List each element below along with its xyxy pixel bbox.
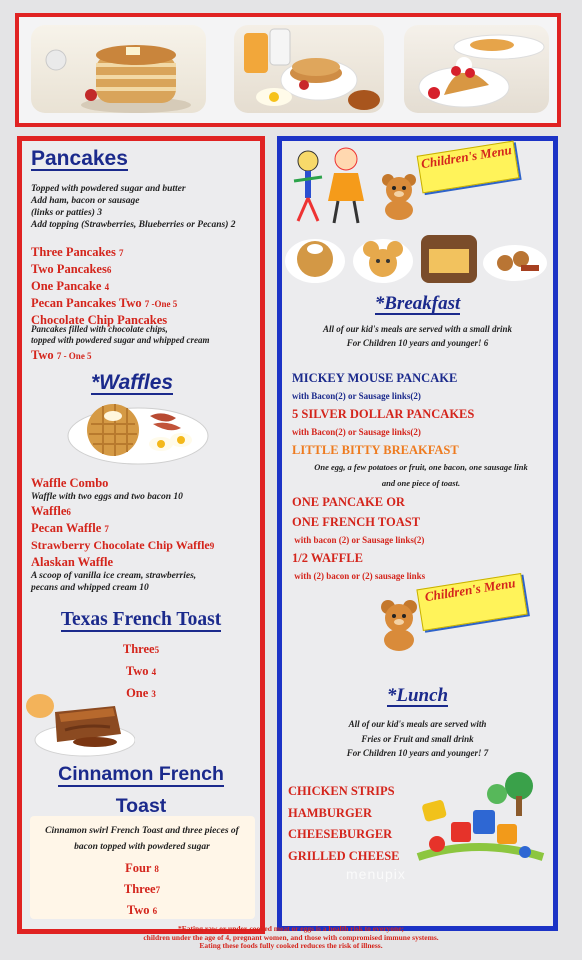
cinnamon-french-toast-heading: Cinnamon French Toast — [58, 763, 224, 817]
menu-item: Waffle Combo — [31, 476, 109, 490]
menu-item: Strawberry Chocolate Chip Waffle9 — [31, 538, 215, 552]
menu-item: CHEESEBURGER — [288, 827, 393, 841]
chocolate-chip-price: Two 7 - One 5 — [31, 348, 92, 362]
menu-item: 5 SILVER DOLLAR PANCAKES with Bacon(2) or Sausage links(2) — [292, 407, 475, 437]
menu-item: Four 8 — [125, 861, 159, 875]
pancake-stack-photo — [31, 25, 206, 113]
menu-item: CHICKEN STRIPS — [288, 784, 395, 798]
kids-drawing-image — [288, 143, 376, 228]
teddy-bear-image — [378, 598, 420, 652]
lunch-heading: *Lunch — [386, 685, 449, 706]
menu-item: One Pancake 4 — [31, 279, 110, 293]
cinnamon-item-list — [22, 858, 262, 921]
french-toast-image — [25, 690, 135, 758]
menu-item: Two 4 — [125, 664, 157, 678]
menu-item: 1/2 WAFFLE with (2) bacon or (2) sausage links — [292, 551, 426, 581]
breakfast-plate-photo — [234, 25, 384, 113]
menupix-watermark: menupix — [346, 866, 406, 882]
breakfast-heading: *Breakfast — [374, 293, 461, 314]
alaskan-waffle-description: A scoop of vanilla ice cream, strawberries, pecans and whipped cream 10 — [31, 571, 197, 593]
lunch-description: All of our kid's meals are served with Fries or Fruit and small drink For Children 10 years and younger! 7 — [346, 719, 489, 758]
menu-item: LITTLE BITTY BREAKFAST One egg, a few potatoes or fruit, one bacon, one sausage link and one piece of toast. — [292, 443, 528, 488]
chocolate-chip-description: Pancakes filled with chocolate chips, topped with powdered sugar and whipped cream — [31, 324, 210, 345]
menu-item: Two 6 — [126, 903, 158, 917]
waffles-item-list — [31, 475, 256, 594]
pancakes-heading: Pancakes — [31, 147, 128, 170]
menu-item: MICKEY MOUSE PANCAKE with Bacon(2) or Sausage links(2) — [292, 371, 458, 401]
breakfast-item-list — [292, 369, 550, 584]
cinnamon-description: Cinnamon swirl French Toast and three pieces of bacon topped with powdered sugar — [45, 826, 239, 852]
waffle-plate-image — [65, 396, 211, 468]
menu-item: One 3 — [126, 686, 156, 700]
texas-french-toast-heading: Texas French Toast — [60, 609, 222, 630]
menu-item: Chocolate Chip Pancakes — [31, 313, 168, 327]
top-photo-banner — [15, 13, 561, 127]
waffle-combo-description: Waffle with two eggs and two bacon 10 — [31, 492, 183, 502]
pancakes-description: Topped with powdered sugar and butter Add ham, bacon or sausage (links or patties) 3 Add topping (Strawberries, Blueberries or Pecans) 2 — [31, 184, 236, 230]
pancakes-item-list — [31, 244, 253, 328]
kids-food-photo-strip — [283, 233, 548, 285]
lunch-item-list — [288, 781, 428, 867]
teddy-bear-image — [379, 172, 419, 220]
menu-item: Three7 — [123, 882, 161, 896]
menu-item: ONE PANCAKE OR ONE FRENCH TOAST with bacon (2) or Sausage links(2) — [292, 495, 425, 545]
waffle-strawberry-photo — [404, 25, 549, 113]
breakfast-description: All of our kid's meals are served with a small drink For Children 10 years and younger! 6 — [322, 324, 513, 348]
waffles-heading: *Waffles — [91, 371, 174, 394]
menu-item: Pecan Waffle 7 — [31, 521, 109, 535]
menu-item: Waffle6 — [31, 504, 71, 518]
menu-item: Three5 — [122, 642, 160, 656]
health-warning-footer: *Eating raw or under-cooked meat or eggs is a health risk to everyone; children under the age of 4, pregnant women, and those with compromised immune systems. Eating these foods fully cooked reduces the risk of illness. — [143, 924, 439, 950]
menu-item: Alaskan Waffle — [31, 555, 114, 569]
menu-item: Three Pancakes 7 — [31, 245, 124, 259]
menu-item: GRILLED CHEESE — [288, 848, 400, 863]
abc-cartoon-image — [413, 762, 548, 872]
childrens-menu-badge: Children's Menu — [416, 573, 527, 631]
menu-item: Two Pancakes6 — [31, 262, 112, 276]
menu-item: Pecan Pancakes Two 7 -One 5 — [31, 296, 178, 310]
childrens-menu-badge: Children's Menu — [417, 141, 520, 194]
menu-item: HAMBURGER — [288, 805, 373, 820]
